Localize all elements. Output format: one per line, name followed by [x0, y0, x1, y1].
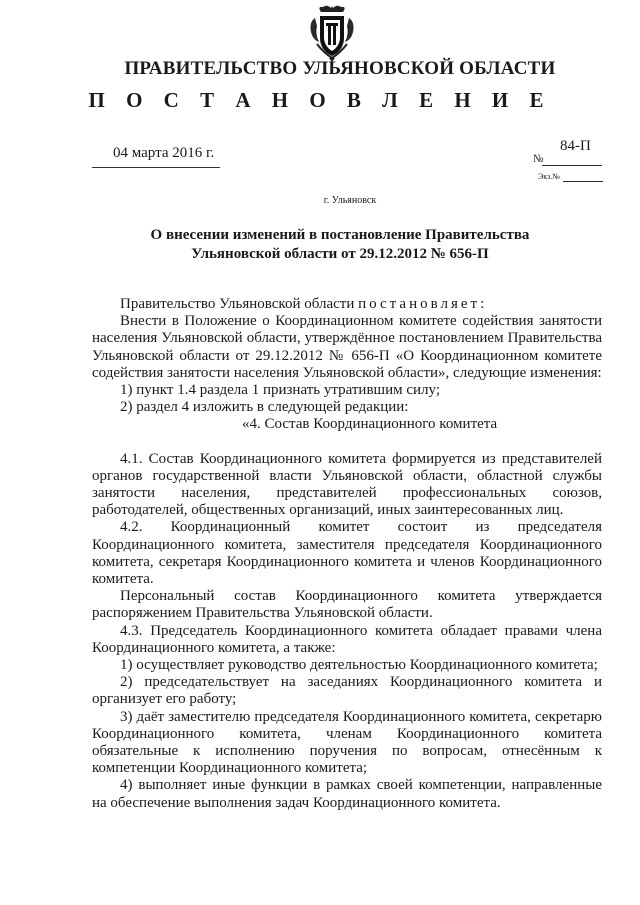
clause-4-2-composition: Персональный состав Координационного комитета утверждается распоряжением Правительства Ульяновской области.: [92, 588, 602, 622]
clause-4-3: 4.3. Председатель Координационного комитета обладает правами члена Координационного комитета, а также:: [92, 622, 602, 656]
paragraph-amendment: Внести в Положение о Координационном комитете содействия занятости населения Ульяновской области, утверждённое постановлением Правительства Ульяновской области от 29.12.2012 № 656-П «О Координационном комитете содействия занятости населения Ульяновской области», следующие изменения:: [92, 313, 602, 381]
document-body: [92, 296, 602, 812]
list-item-2: 2) раздел 4 изложить в следующей редакции:: [120, 399, 409, 416]
list-item-1: 1) пункт 1.4 раздела 1 признать утратившим силу;: [120, 382, 440, 399]
copy-number-underline: [563, 181, 603, 182]
clause-4-3-item-2: 2) председательствует на заседаниях Координационного комитета и организует его работу;: [92, 674, 602, 708]
city-name: г. Ульяновск: [323, 195, 377, 206]
clause-4-3-item-3: 3) даёт заместителю председателя Координационного комитета, секретарю Координационного комитета, членам Координационного комитета обязательные к исполнению поручения по вопросам, отнесённым к компетенции Координационного комитета;: [92, 708, 602, 777]
number-label: №: [533, 153, 544, 165]
government-name: ПРАВИТЕЛЬСТВО УЛЬЯНОВСКОЙ ОБЛАСТИ: [124, 58, 556, 79]
document-subject: [130, 226, 550, 264]
section-heading: «4. Состав Координационного комитета: [242, 416, 498, 433]
clause-4-3-item-4: 4) выполняет иные функции в рамках своей компетенции, направленные на обеспечение выполнения задач Координационного комитета.: [92, 777, 602, 811]
clause-4-1: 4.1. Состав Координационного комитета формируется из представителей органов государственной власти Ульяновской области, областной службы занятости населения, представителей профессиональных союзов, работодателей, общественных организаций, иных заинтересованных лиц.: [92, 450, 602, 519]
clause-4-2: 4.2. Координационный комитет состоит из председателя Координационного комитета, заместителя председателя Координационного комитета, секретаря Координационного комитета и членов Координационного комитета.: [92, 519, 602, 588]
date-underline: [92, 167, 220, 168]
subject-line-1: О внесении изменений в постановление Правительства: [150, 227, 530, 243]
intro-lead: Правительство Ульяновской области: [120, 296, 359, 312]
number-underline: [542, 165, 602, 166]
document-type-title: П О С Т А Н О В Л Е Н И Е: [88, 88, 552, 112]
coat-of-arms-emblem: [307, 4, 357, 62]
document-number: 84-П: [560, 138, 591, 154]
document-date: 04 марта 2016 г.: [113, 145, 215, 161]
intro-paragraph: [92, 296, 602, 313]
intro-verb: постановляет:: [358, 296, 488, 312]
copy-number-label: Экз.№: [538, 172, 560, 181]
subject-line-2: Ульяновской области от 29.12.2012 № 656-П: [191, 246, 489, 262]
clause-4-3-item-1: 1) осуществляет руководство деятельностью Координационного комитета;: [120, 657, 598, 674]
